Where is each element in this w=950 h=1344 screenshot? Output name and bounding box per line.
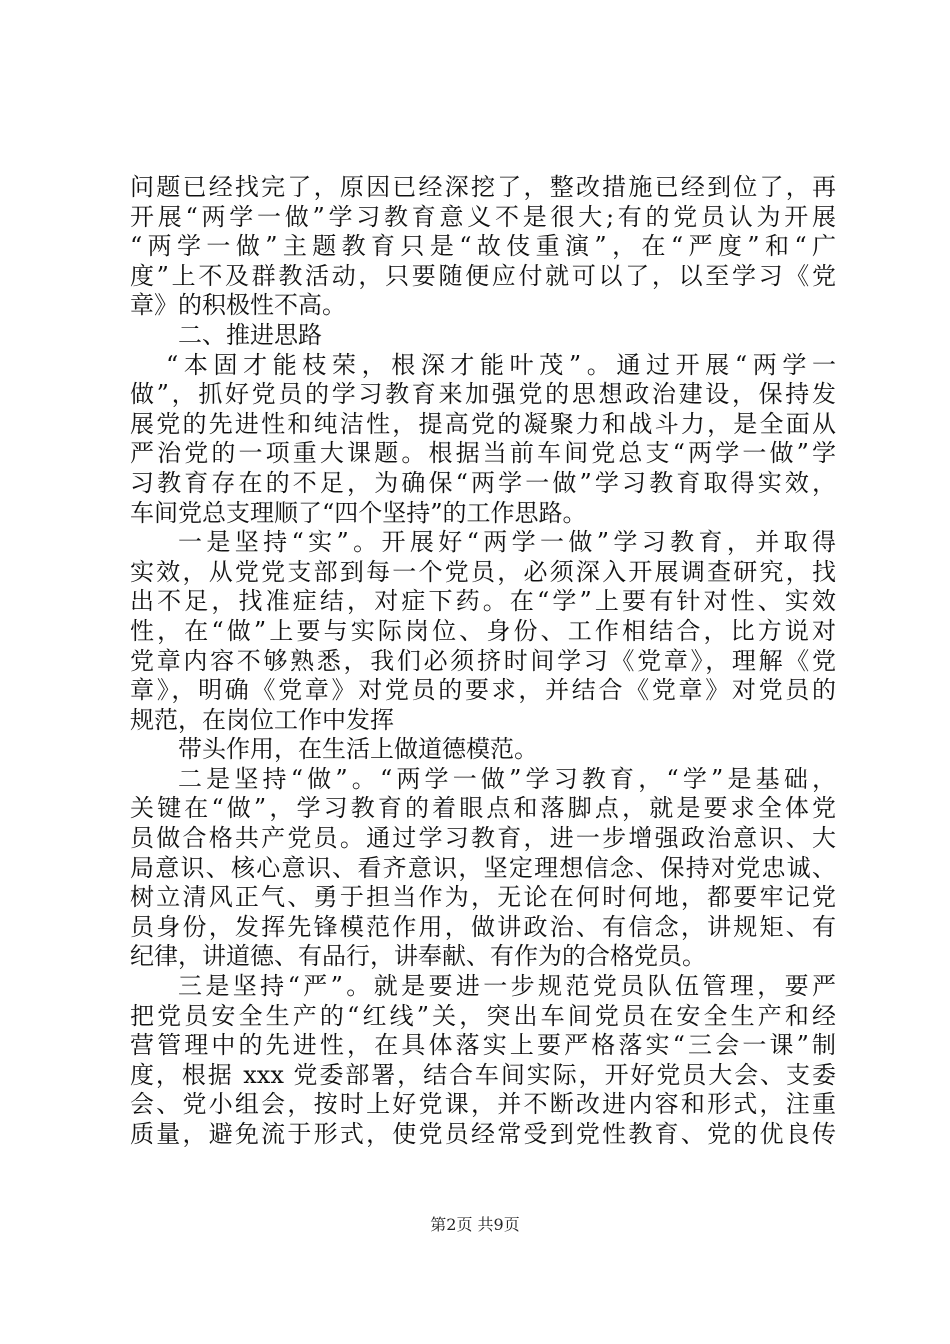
text-line: 章》，明确《党章》对党员的要求，并结合《党章》对党员的 xyxy=(130,676,836,705)
section-heading xyxy=(130,321,836,351)
text-line: 质量，避免流于形式，使党员经常受到党性教育、党的优良传 xyxy=(130,1120,836,1148)
text-line: 二是坚持“做”。“两学一做”学习教育，“学”是基础， xyxy=(178,764,836,793)
text-line: 党章内容不够熟悉，我们必须挤时间学习《党章》，理解《党 xyxy=(130,646,836,675)
paragraph xyxy=(130,173,836,321)
text-line: 规范，在岗位工作中发挥 xyxy=(130,705,394,734)
text-line: “两学一做”主题教育只是“故伎重演”，在“严度”和“广 xyxy=(130,232,836,261)
text-line: 实效，从党党支部到每一个党员，必须深入开展调查研究，找 xyxy=(130,557,836,586)
paragraph xyxy=(130,351,836,529)
paragraph xyxy=(130,528,836,735)
text-line: 局意识、核心意识、看齐意识，坚定理想信念、保持对党忠诚、 xyxy=(130,853,836,882)
paragraph xyxy=(130,735,836,765)
page-number-label: 第2页 共9页 xyxy=(430,1215,520,1234)
text-line: 会、党小组会，按时上好党课，并不断改进内容和形式，注重 xyxy=(130,1090,836,1119)
text-line: 开展“两学一做”学习教育意义不是很大;有的党员认为开展 xyxy=(130,202,836,231)
text-line: 展党的先进性和纯洁性，提高党的凝聚力和战斗力，是全面从 xyxy=(130,409,836,438)
text-line: 带头作用，在生活上做道德模范。 xyxy=(178,735,538,764)
text-line: 树立清风正气、勇于担当作为，无论在何时何地，都要牢记党 xyxy=(130,883,836,912)
text-line: 车间党总支理顺了“四个坚持”的工作思路。 xyxy=(130,498,587,527)
text-line: 员身份，发挥先锋模范作用，做讲政治、有信念，讲规矩、有 xyxy=(130,912,836,941)
text-line: 度，根据 xxx 党委部署，结合车间实际，开好党员大会、支委 xyxy=(130,1060,836,1089)
text-line: 严治党的一项重大课题。根据当前车间党总支“两学一做”学 xyxy=(130,439,836,468)
text-line: “本固才能枝荣，根深才能叶茂”。通过开展“两学一 xyxy=(166,350,836,379)
text-line: 性，在“做”上要与实际岗位、身份、工作相结合，比方说对 xyxy=(130,616,836,645)
text-line: 二、推进思路 xyxy=(178,320,322,349)
text-line: 章》的积极性不高。 xyxy=(130,291,346,320)
text-line: 关键在“做”，学习教育的着眼点和落脚点，就是要求全体党 xyxy=(130,794,836,823)
text-line: 出不足，找准症结，对症下药。在“学”上要有针对性、实效 xyxy=(130,587,836,616)
text-line: 纪律，讲道德、有品行，讲奉献、有作为的合格党员。 xyxy=(130,942,706,971)
text-line: 一是坚持“实”。开展好“两学一做”学习教育，并取得 xyxy=(178,528,836,557)
text-line: 营管理中的先进性，在具体落实上要严格落实“三会一课”制 xyxy=(130,1031,836,1060)
text-line: 员做合格共产党员。通过学习教育，进一步增强政治意识、大 xyxy=(130,824,836,853)
paragraph xyxy=(130,765,836,972)
page-footer xyxy=(0,1215,950,1235)
paragraph xyxy=(130,972,836,1150)
text-line: 问题已经找完了，原因已经深挖了，整改措施已经到位了，再 xyxy=(130,173,836,201)
text-line: 做”，抓好党员的学习教育来加强党的思想政治建设，保持发 xyxy=(130,380,836,409)
document-body xyxy=(130,173,836,1150)
text-line: 习教育存在的不足，为确保“两学一做”学习教育取得实效， xyxy=(130,468,836,497)
text-line: 三是坚持“严”。就是要进一步规范党员队伍管理，要严 xyxy=(178,972,836,1001)
text-line: 把党员安全生产的“红线”关，突出车间党员在安全生产和经 xyxy=(130,1001,836,1030)
text-line: 度”上不及群教活动，只要随便应付就可以了，以至学习《党 xyxy=(130,261,836,290)
